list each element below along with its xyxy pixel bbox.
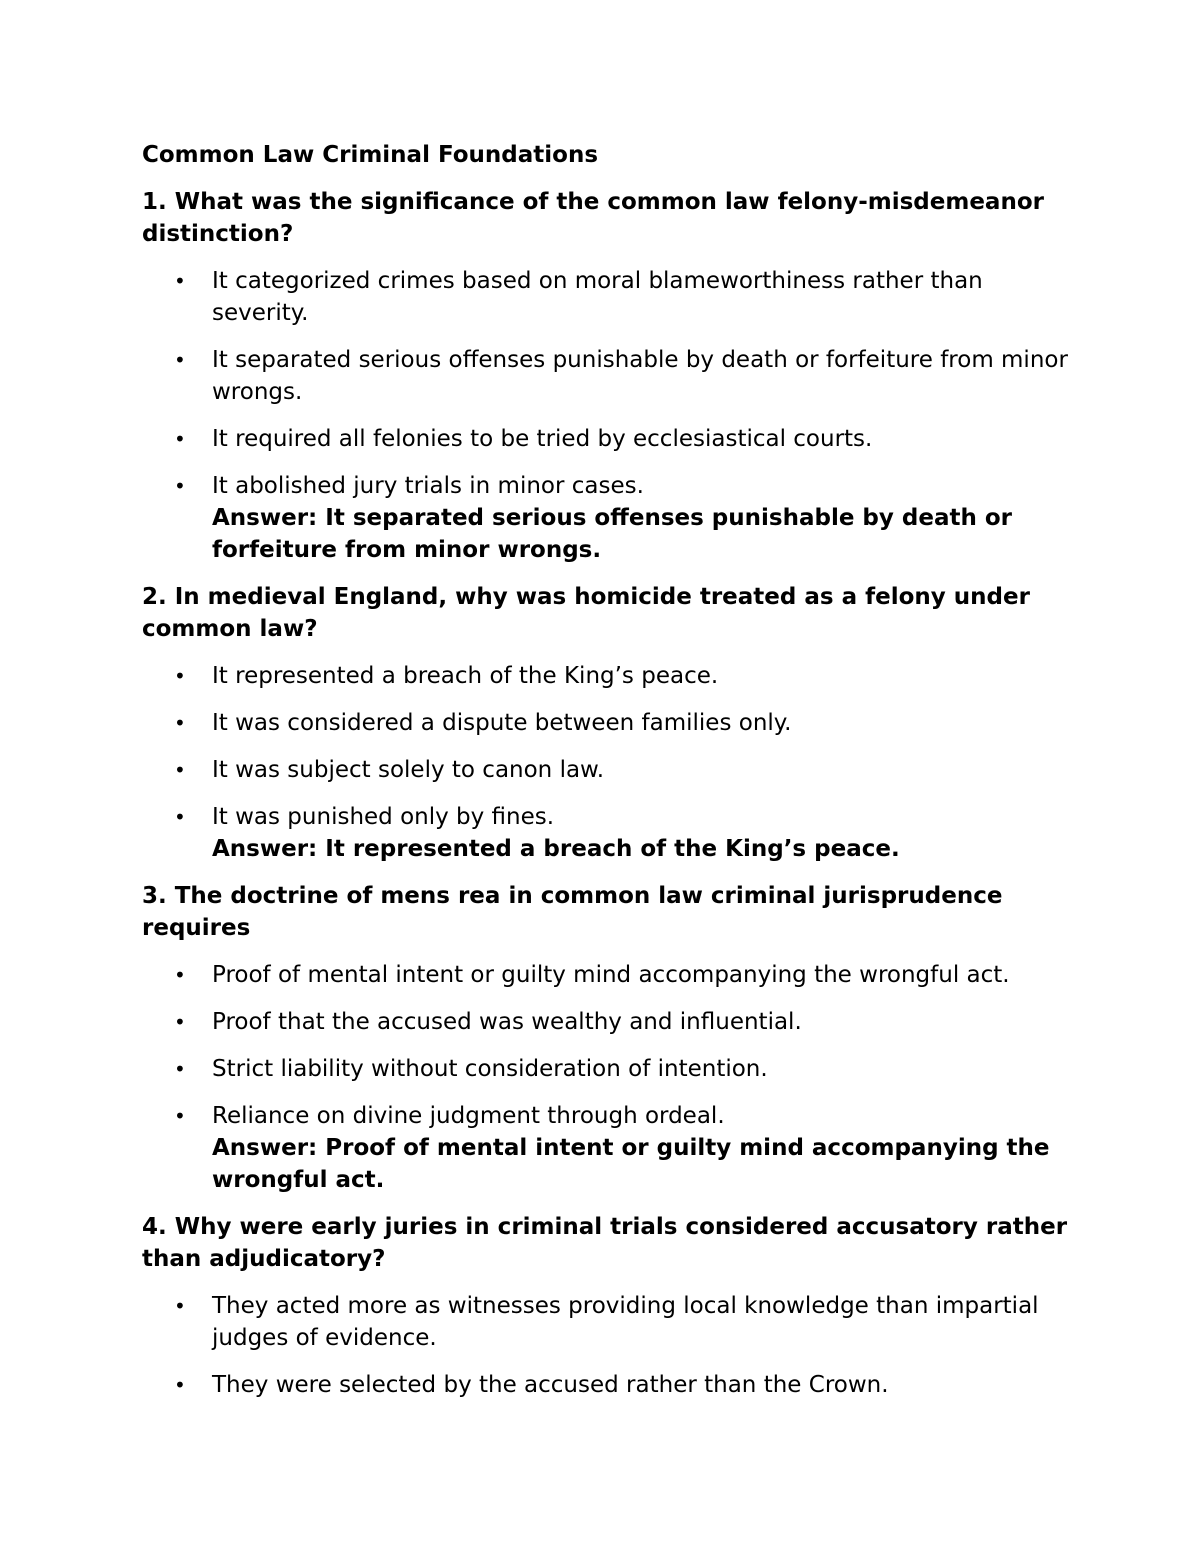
question-2-options xyxy=(142,660,1072,865)
answer-text: Answer: It represented a breach of the King’s peace. xyxy=(212,836,900,862)
answer-text: Answer: Proof of mental intent or guilty mind accompanying the wrongful act. xyxy=(212,1135,1050,1193)
option xyxy=(142,265,1072,329)
option xyxy=(142,1369,1072,1401)
bullet-icon: • xyxy=(174,1010,186,1034)
question-3-options xyxy=(142,959,1072,1196)
option-text: They acted more as witnesses providing local knowledge than impartial judges of evidence. xyxy=(212,1293,1039,1351)
option-text: It required all felonies to be tried by ecclesiastical courts. xyxy=(212,426,873,452)
document-title: Common Law Criminal Foundations xyxy=(142,142,599,168)
question-1-options xyxy=(142,265,1072,566)
option xyxy=(142,1290,1072,1354)
question-1: 1. What was the significance of the common law felony-misdemeanor distinction? xyxy=(142,189,1044,247)
bullet-icon: • xyxy=(174,963,186,987)
option-text: It abolished jury trials in minor cases. xyxy=(212,473,644,499)
bullet-icon: • xyxy=(174,758,186,782)
option xyxy=(142,1053,1072,1085)
answer-text: Answer: It separated serious offenses punishable by death or forfeiture from minor wrongs. xyxy=(212,505,1013,563)
option xyxy=(142,660,1072,692)
option xyxy=(142,344,1072,408)
option xyxy=(142,1100,1072,1196)
bullet-icon: • xyxy=(174,664,186,688)
option-text: It separated serious offenses punishable by death or forfeiture from minor wrongs. xyxy=(212,347,1068,405)
option xyxy=(142,1006,1072,1038)
option-text: It was considered a dispute between families only. xyxy=(212,710,792,736)
option-text: Strict liability without consideration of intention. xyxy=(212,1056,768,1082)
option xyxy=(142,423,1072,455)
bullet-icon: • xyxy=(174,805,186,829)
option-text: Proof that the accused was wealthy and influential. xyxy=(212,1009,802,1035)
option-text: It was subject solely to canon law. xyxy=(212,757,605,783)
bullet-icon: • xyxy=(174,1057,186,1081)
option-text: It represented a breach of the King’s peace. xyxy=(212,663,719,689)
option xyxy=(142,707,1072,739)
bullet-icon: • xyxy=(174,711,186,735)
bullet-icon: • xyxy=(174,269,186,293)
bullet-icon: • xyxy=(174,474,186,498)
option-text: It was punished only by fines. xyxy=(212,804,555,830)
option-text: It categorized crimes based on moral blameworthiness rather than severity. xyxy=(212,268,983,326)
bullet-icon: • xyxy=(174,348,186,372)
question-2: 2. In medieval England, why was homicide treated as a felony under common law? xyxy=(142,584,1030,642)
option xyxy=(142,959,1072,991)
question-4-options xyxy=(142,1290,1072,1401)
bullet-icon: • xyxy=(174,1104,186,1128)
option-text: Proof of mental intent or guilty mind accompanying the wrongful act. xyxy=(212,962,1010,988)
document-page xyxy=(142,139,1072,1416)
bullet-icon: • xyxy=(174,1373,186,1397)
question-3: 3. The doctrine of mens rea in common law criminal jurisprudence requires xyxy=(142,883,1003,941)
option-text: Reliance on divine judgment through ordeal. xyxy=(212,1103,725,1129)
option-text: They were selected by the accused rather than the Crown. xyxy=(212,1372,889,1398)
option xyxy=(142,754,1072,786)
option xyxy=(142,470,1072,566)
question-4: 4. Why were early juries in criminal trials considered accusatory rather than adjudicatory? xyxy=(142,1214,1068,1272)
bullet-icon: • xyxy=(174,1294,186,1318)
option xyxy=(142,801,1072,865)
bullet-icon: • xyxy=(174,427,186,451)
